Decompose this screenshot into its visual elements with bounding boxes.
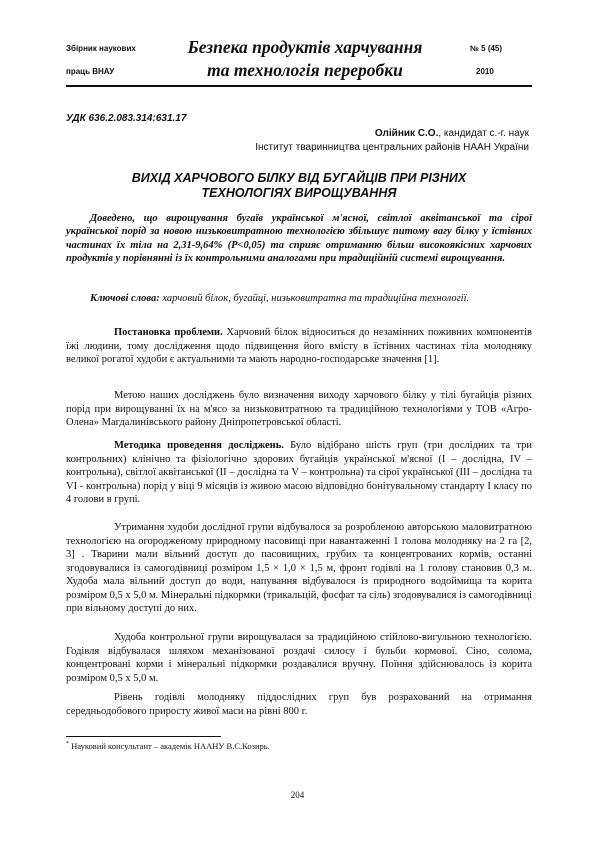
paragraph-text: Худоба контрольної групи вирощувалася за традиційною стійлово-вигульною технологією. Годівля відбувалася шляхом механізованої роздачі силосу і бульби кормової. Сіно, солома, концентровані корми і мінеральні підкормки роздавалися вручну. Поїння здійснювалось із корита розміром 0,5 х 5,0 м. (66, 632, 532, 684)
keywords (66, 292, 532, 305)
footnote (66, 741, 270, 751)
paragraph-text: Рівень годівлі молодняку піддослідних груп був розрахований на отримання середньодобового приросту живої маси на рівні 800 г. (66, 692, 532, 717)
body-paragraph (66, 389, 532, 430)
paragraph-lead: Постановка проблеми. (114, 327, 223, 338)
body-paragraph (66, 631, 532, 685)
header-divider (66, 85, 532, 87)
body-paragraph (66, 521, 532, 616)
keywords-label: Ключові слова: (90, 293, 160, 304)
article-title-line1: ВИХІД ХАРЧОВОГО БІЛКУ ВІД БУГАЙЦІВ ПРИ РІЗНИХ (131, 171, 467, 185)
footnote-divider (66, 736, 221, 737)
page-number: 204 (290, 790, 305, 800)
footnote-mark: * (66, 741, 69, 748)
header-title-line1: Безпека продуктів харчування (187, 37, 423, 57)
paragraph-text: Харчовий білок відноситься до незамінних поживних компонентів їжі людини, тому дослідження щодо підвищення його вмісту в їстівних частинах тіла молодняку великої рогатої худоби є актуальними та мають народно-господарське значення [1]. (66, 327, 532, 365)
paragraph-text: Метою наших досліджень було визначення виходу харчового білку у тілі бугайців різних порід при вирощуванні їх на м'ясо за низьковитратною та традиційною технологіями у ТОВ «Агро-Олена» Магдалинівського району Дніпропетровської області. (66, 390, 532, 428)
udc-code: УДК 636.2.083.314:631.17 (66, 113, 187, 124)
author-affiliation: Інститут тваринництва центральних районів НААН України (255, 142, 529, 153)
paragraph-text: Було відібрано шість груп (три дослідних та три контрольних) клінічно та фізіологічно здорових бугайців української м'ясної (I – дослідна, IV – контрольна), світлої аквітанської (II – дослідна та V – контрольна) та сірої української (III – дослідна та VI - контрольна) порід у віці 9 місяців із живою масою відповідно бонітувальному стандарту I класу по 4 голови в групі. (66, 440, 532, 505)
paragraph-text: Утримання худоби дослідної групи відбувалося за розробленою авторською маловитратною технологією на огородженому природному пасовищі при навантаженні 1 голова молодняку на 2 га [2, 3] . Тварини мали вільний доступ до пасовищних, грубих та концентрованих кормів, останні згодовувалися із самогодівниці розміром 1,5 × 1,0 × 1,5 м, фронт годівлі на 1 голову становив 0,3 м. Худоба мала вільний доступ до води, напування відбувалося із природного водоймища та корита розміром 0,5 х 5,0 м. Мінеральні підкормки (трикальцій, фосфат та сіль) згодовувалися із самогодівниці при вільному доступі до них. (66, 522, 532, 614)
article-title-line2: ТЕХНОЛОГІЯХ ВИРОЩУВАННЯ (201, 186, 397, 200)
body-paragraph (66, 439, 532, 507)
author-line (375, 128, 529, 139)
header-journal-line2: праць ВНАУ (66, 67, 115, 76)
body-paragraph (66, 691, 532, 718)
footnote-text: Науковий консультант – академік НААНУ В.С.Козирь. (69, 741, 270, 751)
author-degree: , кандидат с.-г. наук (438, 128, 529, 139)
abstract: Доведено, що вирощування бугаїв української м'ясної, світлої аквітанської та сірої української порід за новою низьковитратною технологією збільшує питому вагу білку у їстівних частинах їх тіла на 2,31-9,64% (P<0,05) та сприяє отриманню більш високоякісних харчових продуктів у порівнянні із їх контрольними аналогами при традиційній системі вирощування. (66, 213, 532, 265)
header-year: 2010 (476, 67, 494, 76)
keywords-text: харчовий білок, бугайці, низьковитратна та традиційна технології. (159, 293, 470, 304)
header-journal-line1: Збірник наукових (66, 44, 136, 53)
body-paragraph (66, 326, 532, 367)
header-title-line2: та технологія переробки (207, 60, 403, 80)
header-issue-number: № 5 (45) (470, 44, 503, 53)
author-name: Олійник С.О. (374, 128, 439, 139)
paragraph-lead: Методика проведення досліджень. (114, 440, 284, 451)
